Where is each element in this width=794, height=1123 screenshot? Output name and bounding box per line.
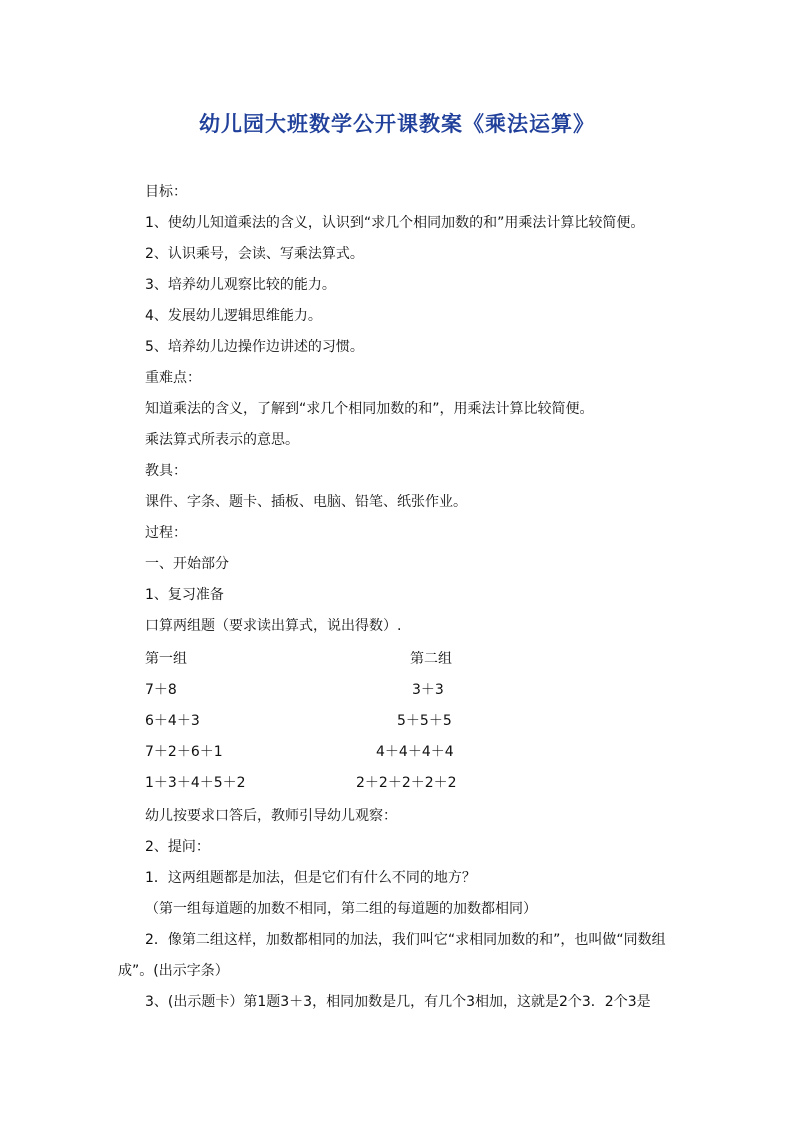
question-2: 2．像第二组这样，加数都相同的加法，我们叫它“求相同加数的和”，也叫做“同数组	[145, 932, 666, 948]
heading-materials: 教具：	[145, 463, 187, 479]
section-start: 一、开始部分	[145, 556, 229, 572]
group-1-item: 7＋8	[145, 682, 177, 698]
document-title: 幼儿园大班数学公开课教案《乘法运算》	[199, 111, 595, 136]
goal-3: 3、培养幼儿观察比较的能力。	[145, 277, 336, 293]
step-review: 1、复习准备	[145, 587, 224, 603]
group-1-item: 1＋3＋4＋5＋2	[145, 775, 246, 791]
group-2-item: 2＋2＋2＋2＋2	[356, 775, 457, 791]
heading-goals: 目标：	[145, 184, 187, 200]
group-2-label: 第二组	[410, 651, 452, 667]
heading-key-points: 重难点：	[145, 370, 201, 386]
group-2-item: 5＋5＋5	[397, 713, 452, 729]
goal-1: 1、使幼儿知道乘法的含义，认识到“求几个相同加数的和”用乘法计算比较简便。	[145, 215, 645, 231]
goal-2: 2、认识乘号，会读、写乘法算式。	[145, 246, 364, 262]
group-1-item: 7＋2＋6＋1	[145, 744, 223, 760]
key-point-2: 乘法算式所表示的意思。	[145, 432, 299, 448]
observe-instruction: 幼儿按要求口答后，教师引导幼儿观察：	[145, 808, 397, 824]
question-1: 1．这两组题都是加法，但是它们有什么不同的地方？	[145, 870, 476, 886]
group-2-item: 3＋3	[412, 682, 444, 698]
group-1-item: 6＋4＋3	[145, 713, 200, 729]
step-questions: 2、提问：	[145, 839, 210, 855]
step-3: 3、(出示题卡）第1题3＋3，相同加数是几，有几个3相加，这就是2个3．2个3是	[145, 994, 651, 1010]
oral-calc-instruction: 口算两组题（要求读出算式，说出得数）.	[145, 618, 402, 634]
question-2-continued: 成”。(出示字条）	[118, 963, 229, 979]
goal-5: 5、培养幼儿边操作边讲述的习惯。	[145, 339, 364, 355]
group-1-label: 第一组	[145, 651, 187, 667]
goal-4: 4、发展幼儿逻辑思维能力。	[145, 308, 322, 324]
group-2-item: 4＋4＋4＋4	[376, 744, 454, 760]
answer-1: （第一组每道题的加数不相同，第二组的每道题的加数都相同）	[145, 901, 537, 917]
materials-list: 课件、字条、题卡、插板、电脑、铅笔、纸张作业。	[145, 494, 467, 510]
key-point-1: 知道乘法的含义，了解到“求几个相同加数的和”，用乘法计算比较简便。	[145, 401, 594, 417]
heading-process: 过程：	[145, 525, 187, 541]
